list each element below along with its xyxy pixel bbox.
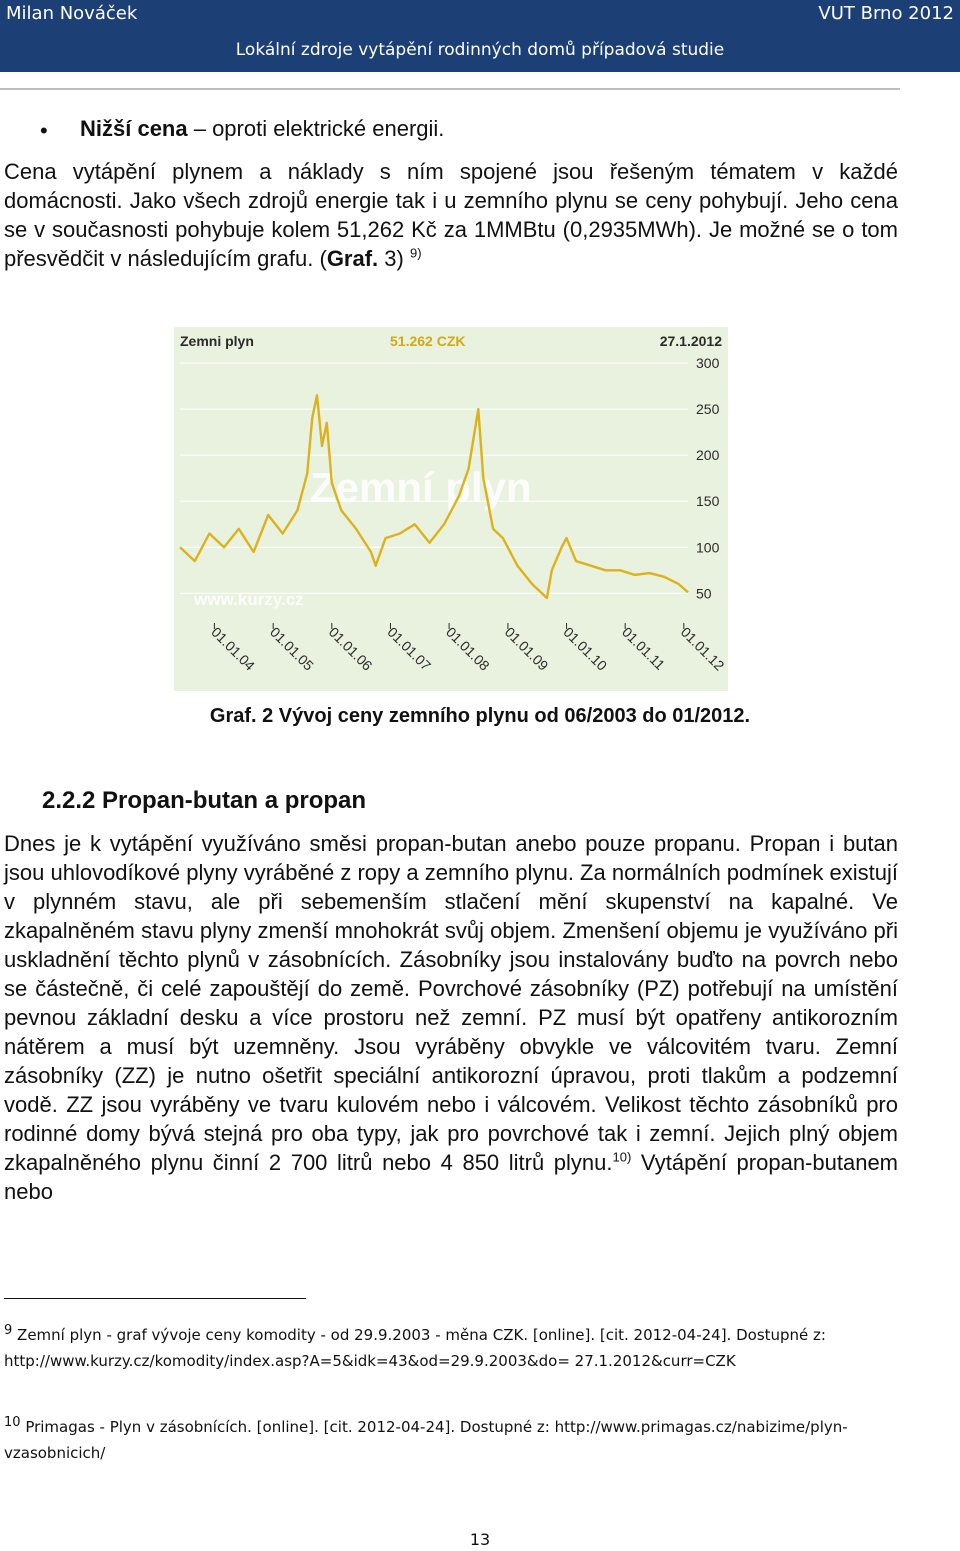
section-heading: 2.2.2 Propan-butan a propan xyxy=(42,787,367,814)
gas-price-chart xyxy=(174,327,728,691)
header-author: Milan Nováček xyxy=(6,3,138,24)
bullet-item xyxy=(80,116,444,142)
chart-y-tick-label: 200 xyxy=(696,447,720,464)
header-subtitle: Lokální zdroje vytápění rodinných domů případová studie xyxy=(235,40,725,60)
bullet-dot-icon: • xyxy=(40,118,48,143)
chart-x-tick-label: 01.01.10 xyxy=(560,623,611,674)
paragraph-propane-after: Vytápění propan-butanem nebo xyxy=(4,1150,898,1204)
chart-source: www.kurzy.cz xyxy=(194,590,304,609)
chart-x-tick-label: 01.01.11 xyxy=(619,623,669,673)
page-header xyxy=(0,0,960,72)
chart-x-tick-label: 01.01.05 xyxy=(267,623,317,674)
paragraph-propane-text: Dnes je k vytápění využíváno směsi propan-butan anebo pouze propanu. Propan i butan jsou uhlovodíkové plyny vyráběné z ropy a zemního plynu. Za normálních podmínek existují v plynném stavu, ale při sebemenším stlačení mění skupenství na kapalné. Ve zkapalněném stavu plyny zmenší mnohokrát svůj objem. Zmenšení objemu je využíváno při uskladnění těchto plynů v zásobnících. Zásobníky jsou instalovány buďto na povrch nebo se částečně, či celé zapouštějí do země. Povrchové zásobníky (PZ) potřebují na umístění pevnou základní desku a více prostoru než zemní. PZ musí být opatřeny antikorozním nátěrem a musí být uzemněny. Jsou vyráběny obvykle ve válcovitém tvaru. Zemní zásobníky (ZZ) je nutno ošetřit speciální antikorozní úpravou, proti tlakům a podzemní vodě. ZZ jsou vyráběny ve tvaru kulovém nebo i válcovém. Velikost těchto zásobníků pro rodinné domy bývá stejná pro oba typy, jak pro povrchové tak i zemní. Jejich plný objem zkapalněného plynu činní 2 700 litrů nebo 4 850 litrů plynu. xyxy=(4,831,898,1175)
chart-y-tick-label: 150 xyxy=(696,493,720,510)
chart-x-tick-label: 01.01.04 xyxy=(208,623,259,674)
footnote-rule xyxy=(4,1298,306,1299)
header-rule xyxy=(0,88,900,90)
graph-reference: Graf. xyxy=(326,246,379,271)
chart-x-tick-label: 01.01.12 xyxy=(677,623,728,674)
chart-date: 27.1.2012 xyxy=(659,333,722,349)
footnote-9-mark: 9 xyxy=(4,1323,13,1338)
chart-current-value: 51.262 CZK xyxy=(390,333,466,349)
chart-x-tick-label: 01.01.09 xyxy=(501,623,552,674)
chart-y-tick-label: 100 xyxy=(696,539,720,556)
page-number: 13 xyxy=(469,1530,491,1549)
footnote-mark-9: 9) xyxy=(409,245,422,261)
chart-title: Zemni plyn xyxy=(180,333,254,349)
chart-x-tick-label: 01.01.08 xyxy=(442,623,493,674)
chart-y-tick-label: 250 xyxy=(696,401,720,418)
footnote-10-text: Primagas - Plyn v zásobnících. [online]. [cit. 2012-04-24]. Dostupné z: http://www.primagas.cz/nabizime/plyn-vzasobnicich/ xyxy=(4,1418,848,1462)
graph-reference-rest: 3) xyxy=(378,246,410,271)
footnote-mark-10: 10) xyxy=(612,1149,632,1165)
chart-y-tick-label: 50 xyxy=(696,585,712,602)
paragraph-gas-price-text: Cena vytápění plynem a náklady s ním spojené jsou řešeným tématem v každé domácnosti. Jako všech zdrojů energie tak i u zemního plynu se ceny pohybují. Jeho cena se v současnosti pohybuje kolem 51,262 Kč za 1MMBtu (0,2935MWh). Je možné se o tom přesvědčit v následujícím grafu. ( xyxy=(4,159,898,271)
chart-watermark: Zemní plyn xyxy=(310,464,532,511)
chart-x-tick-label: 01.01.06 xyxy=(325,623,376,674)
paragraph-gas-price xyxy=(4,157,898,273)
bullet-rest: – oproti elektrické energii. xyxy=(187,116,445,141)
footnote-9 xyxy=(4,1322,894,1374)
header-school: VUT Brno 2012 xyxy=(818,3,954,24)
footnote-10 xyxy=(4,1414,894,1466)
figure-caption: Graf. 2 Vývoj ceny zemního plynu od 06/2003 do 01/2012. xyxy=(209,705,751,727)
footnote-10-mark: 10 xyxy=(4,1415,21,1430)
chart-y-tick-label: 300 xyxy=(696,355,720,371)
chart-x-tick-label: 01.01.07 xyxy=(384,623,435,674)
footnote-9-text: Zemní plyn - graf vývoje ceny komodity - od 29.9.2003 - měna CZK. [online]. [cit. 2012-04-24]. Dostupné z: http://www.kurzy.cz/komodity/index.asp?A=5&idk=43&od=29.9.2003&do= 27.1.2012&curr=CZK xyxy=(4,1326,826,1370)
bullet-bold: Nižší cena xyxy=(80,116,188,141)
paragraph-propane xyxy=(4,829,898,1206)
